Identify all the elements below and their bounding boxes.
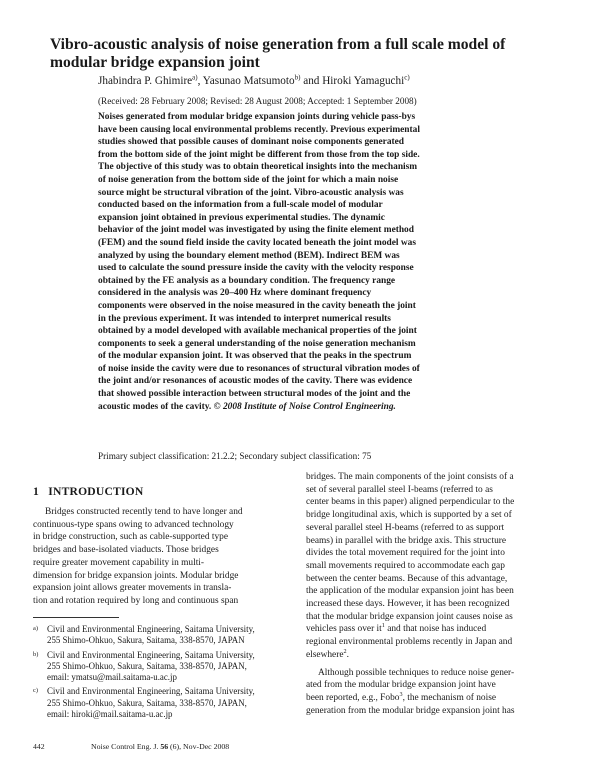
text-line: bridges and base-isolated viaducts. Those bridges [33,545,219,556]
text-fragment: vehicles pass over it [306,624,382,635]
title-line: Vibro-acoustic analysis of noise generation from a full scale model of [50,36,506,53]
affiliation-line: Civil and Environmental Engineering, Saitama University, [47,649,255,660]
text-line-with-citation [306,623,560,636]
author-separator: , [197,75,203,87]
text-line: small movements required to accommodate each gap [306,560,505,571]
text-line: require greater movement capability in multi- [33,557,205,568]
text-line: expansion joint allows greater movements in transla- [33,583,232,594]
abstract-line: expansion joint obtained in previous experimental studies. The dynamic [98,212,385,223]
abstract-line: source might be structural vibration of the joint. Vibro-acoustic analysis was [98,187,404,198]
abstract-line: that showed possible interaction between structural modes of the joint and the [98,389,411,400]
text-fragment: . [346,649,349,660]
text-line: in bridge construction, such as cable-supported type [33,532,228,543]
abstract-line: have been causing local environmental problems recently. Previous experimental [98,124,420,135]
author-list [98,74,558,88]
citation-mark[interactable]: 3 [399,690,403,698]
text-line: Bridges constructed recently tend to have longer and [45,507,243,517]
intro-paragraph-continued [306,471,560,662]
affiliation-email[interactable]: email: ymatsu@mail.saitama-u.ac.jp [47,672,177,683]
abstract-line: analyzed by using the boundary element method (BEM). Indirect BEM was [98,250,400,261]
affiliation-line: 255 Shimo-Ohkuo, Sakura, Saitama, 338-8570, JAPAN [47,635,245,646]
journal-name: Noise Control Eng. J. [91,742,161,751]
section-title: INTRODUCTION [48,485,144,498]
abstract-line: from the bottom side of the joint might be different from those from the top side. [98,149,420,160]
affiliation-line: 255 Shimo-Ohkuo, Sakura, Saitama, 338-8570, JAPAN, [47,697,247,708]
received-dates: (Received: 28 February 2008; Revised: 28 August 2008; Accepted: 1 September 2008) [98,96,417,106]
text-line: the application of the modular expansion joint has been [306,586,514,597]
text-line: center beams in this paper) aligned perpendicular to the [306,497,515,508]
affiliation-email[interactable]: email: hiroki@mail.saitama-u.ac.jp [47,709,173,720]
affiliation-mark: a) [33,625,38,632]
page-footer [33,742,229,752]
intro-paragraph [33,506,286,608]
citation-mark[interactable]: 2 [343,647,347,655]
abstract-line: The objective of this study was to obtain theoretical insights into the mechanism [98,162,418,173]
abstract-line-last [98,401,551,414]
author-mark: b) [294,73,301,82]
intro-paragraph-2 [306,667,560,718]
subject-classification: Primary subject classification: 21.2.2; Secondary subject classification: 75 [98,451,372,461]
affiliation-line: Civil and Environmental Engineering, Saitama University, [47,686,255,697]
text-line: tion and rotation required by long and continuous span [33,595,239,606]
right-column [306,471,560,717]
abstract-line: behavior of the joint model was investigated by using the finite element method [98,225,414,236]
author-name: Jhabindra P. Ghimire [98,75,193,87]
text-line: generation from the modular bridge expansion joint has [306,705,515,716]
title-line: modular bridge expansion joint [50,54,260,72]
author-separator: and [300,75,323,87]
text-fragment: and that noise has induced [384,624,487,635]
text-line-with-citation [306,649,560,662]
affiliation-line: 255 Shimo-Ohkuo, Sakura, Saitama, 338-8570, JAPAN, [47,660,247,671]
abstract-line: acoustic modes of the cavity. [98,401,212,412]
text-fragment: elsewhere [306,649,344,660]
text-line: between the center beams. Because of this advantage, [306,573,508,584]
text-fragment: been reported, e.g., Fobo [306,692,400,703]
journal-issue: (6), Nov-Dec 2008 [168,742,230,751]
text-line: bridge longitudinal axis, which is supported by a set of [306,510,512,521]
text-line: Although possible techniques to reduce noise gener- [318,667,515,678]
affiliation [33,624,286,647]
author-mark: c) [404,73,410,82]
abstract-line: considered in the analysis was 20–400 Hz where dominant frequency [98,288,372,299]
journal-volume: 56 [160,742,169,751]
affiliation-mark: b) [33,650,39,658]
author-mark: a) [192,73,198,82]
text-fragment: , the mechanism of noise [402,692,497,703]
text-line: divides the total movement required for the joint into [306,548,505,559]
abstract-line: components to seek a general understanding of the noise generation mechanism [98,338,416,349]
text-line: several parallel steel H-beams (referred to as support [306,522,505,533]
text-line: bridges. The main components of the joint consists of a [306,472,514,482]
abstract-line: used to calculate the sound pressure inside the cavity with the velocity response [98,263,414,274]
author-name: Hiroki Yamaguchi [322,75,405,87]
affiliation-footnotes [33,624,286,723]
text-line: regional environmental problems recently in Japan and [306,637,513,648]
abstract-line: studies showed that possible causes of dominant noise components generated [98,137,405,148]
abstract-line: of noise generation from the bottom side of the joint for which a main noise [98,174,399,185]
author-name: Yasunao Matsumoto [202,75,295,87]
section-heading [33,485,286,499]
page-number: 442 [33,742,45,751]
abstract-line: (FEM) and the sound field inside the cavity located beneath the joint model was [98,237,416,248]
abstract-line: conducted based on the information from a full-scale model of modular [98,200,383,211]
paper-title [50,36,555,73]
text-line: ated from the modular bridge expansion joint have [306,680,496,691]
abstract-line: of the modular expansion joint. It was observed that the peaks in the spectrum [98,351,412,362]
abstract-line: of noise inside the cavity were due to resonances of structural vibration modes of [98,363,420,374]
abstract-line: components were observed in the noise measured in the cavity beneath the joint [98,300,416,311]
affiliation-mark: c) [33,687,38,695]
text-line: increased these days. However, it has been recognized [306,599,510,610]
section-number: 1 [33,485,39,498]
affiliation [33,650,286,684]
abstract-line: obtained by a model developed with available mechanical properties of the joint [98,326,417,337]
abstract-line: in the previous experiment. It was intended to interpret numerical results [98,313,391,324]
text-line-with-citation [306,692,560,705]
affiliation-line: Civil and Environmental Engineering, Saitama University, [47,624,255,634]
text-line: continuous-type spans owing to advanced technology [33,519,234,530]
abstract-copyright: © 2008 Institute of Noise Control Engineering. [211,401,396,412]
affiliation [33,686,286,720]
text-line: set of several parallel steel I-beams (referred to as [306,484,493,495]
abstract-line: obtained by the FE analysis as a boundary condition. The frequency range [98,275,396,286]
footnote-divider [33,617,119,618]
left-column [33,485,286,608]
abstract [98,111,551,413]
abstract-line: the joint and/or resonances of acoustic modes of the cavity. There was evidence [98,376,413,387]
text-line: beams) in parallel with the bridge axis. This structure [306,535,507,546]
text-line: dimension for bridge expansion joints. Modular bridge [33,570,239,581]
citation-mark[interactable]: 1 [381,622,385,630]
abstract-line: Noises generated from modular bridge expansion joints during vehicle pass-bys [98,112,416,122]
text-line: that the modular bridge expansion joint causes noise as [306,611,513,622]
